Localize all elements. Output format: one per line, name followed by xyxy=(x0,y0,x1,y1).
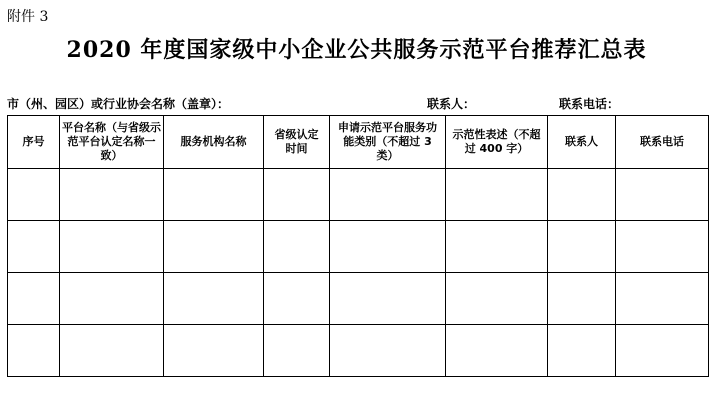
header-index: 序号 xyxy=(8,116,60,169)
phone-label: 联系电话： xyxy=(559,97,620,111)
table-cell[interactable] xyxy=(60,221,164,273)
table-cell[interactable] xyxy=(8,221,60,273)
table-cell[interactable] xyxy=(616,325,709,377)
page-title: 2020 年度国家级中小企业公共服务示范平台推荐汇总表 xyxy=(66,37,647,63)
header-demonstration: 示范性表述（不超过 400 字） xyxy=(446,116,548,169)
table-cell[interactable] xyxy=(446,273,548,325)
table-cell[interactable] xyxy=(164,221,264,273)
table-cell[interactable] xyxy=(264,169,330,221)
header-platform-name: 平台名称（与省级示范平台认定名称一致） xyxy=(60,116,164,169)
table-cell[interactable] xyxy=(446,169,548,221)
header-contact: 联系人 xyxy=(548,116,616,169)
table-cell[interactable] xyxy=(264,325,330,377)
table-cell[interactable] xyxy=(264,273,330,325)
table-cell[interactable] xyxy=(60,325,164,377)
header-phone: 联系电话 xyxy=(616,116,709,169)
table-cell[interactable] xyxy=(164,273,264,325)
table-row xyxy=(8,221,709,273)
table-row xyxy=(8,169,709,221)
table-row xyxy=(8,325,709,377)
table-cell[interactable] xyxy=(8,169,60,221)
table-cell[interactable] xyxy=(548,273,616,325)
contact-label: 联系人： xyxy=(427,97,476,111)
table-row xyxy=(8,273,709,325)
table-cell[interactable] xyxy=(330,169,446,221)
table-cell[interactable] xyxy=(446,325,548,377)
table-cell[interactable] xyxy=(548,221,616,273)
table-cell[interactable] xyxy=(446,221,548,273)
summary-table xyxy=(7,115,709,377)
attachment-label: 附件 3 xyxy=(7,9,49,25)
city-label: 市（州、园区）或行业协会名称（盖章）： xyxy=(7,97,230,111)
table-cell[interactable] xyxy=(330,273,446,325)
header-org-name: 服务机构名称 xyxy=(164,116,264,169)
table-cell[interactable] xyxy=(330,221,446,273)
table-cell[interactable] xyxy=(616,169,709,221)
table-cell[interactable] xyxy=(264,221,330,273)
header-service-category: 申请示范平台服务功能类别（不超过 3 类） xyxy=(330,116,446,169)
table-cell[interactable] xyxy=(330,325,446,377)
header-cert-time: 省级认定时间 xyxy=(264,116,330,169)
table-cell[interactable] xyxy=(616,221,709,273)
table-cell[interactable] xyxy=(8,325,60,377)
table-cell[interactable] xyxy=(60,169,164,221)
table-cell[interactable] xyxy=(548,325,616,377)
table-cell[interactable] xyxy=(164,325,264,377)
table-header-row xyxy=(8,116,709,169)
table-cell[interactable] xyxy=(164,169,264,221)
table-cell[interactable] xyxy=(8,273,60,325)
table-cell[interactable] xyxy=(60,273,164,325)
table-cell[interactable] xyxy=(616,273,709,325)
table-cell[interactable] xyxy=(548,169,616,221)
